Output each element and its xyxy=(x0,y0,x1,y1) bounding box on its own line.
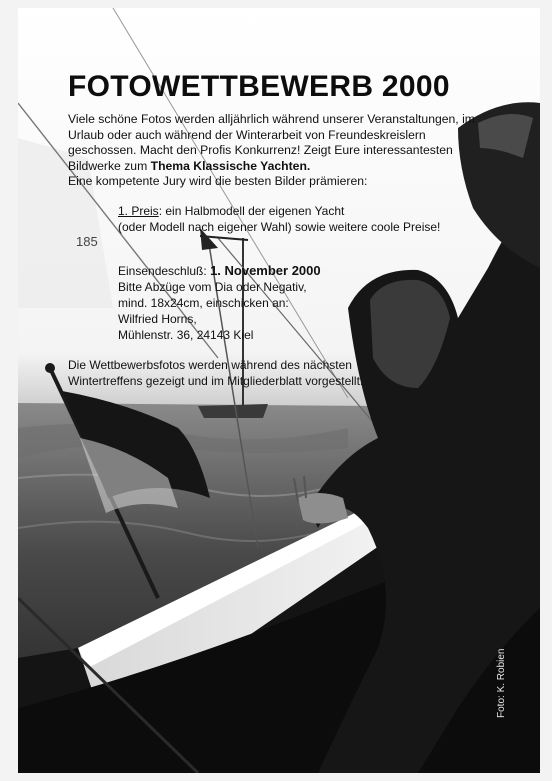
closing-note xyxy=(68,358,428,389)
prize-line: (oder Modell nach eigener Wahl) sowie weitere coole Preise! xyxy=(118,219,441,234)
prize-line xyxy=(118,204,498,220)
intro-line xyxy=(68,159,508,175)
note-line: Wintertreffens gezeigt und im Mitgliederblatt vorgestellt. xyxy=(68,373,364,388)
page-title: FOTOWETTBEWERB 2000 xyxy=(68,70,450,103)
sail-number: 185 xyxy=(76,234,98,249)
theme-text: Thema Klassische Yachten. xyxy=(150,158,311,173)
intro-line: Urlaub oder auch während der Winterarbeit von Freundeskreislern xyxy=(68,127,426,142)
photo-credit: Foto: K. Robien xyxy=(496,648,507,718)
intro-prefix: Bildwerke zum xyxy=(68,158,151,173)
intro-line: Eine kompetente Jury wird die besten Bilder prämieren: xyxy=(68,174,368,188)
prize-label: 1. Preis xyxy=(118,204,159,218)
prize-text: : ein Halbmodell der eigenen Yacht xyxy=(158,204,345,218)
deadline-label: Einsendeschluß: xyxy=(118,264,211,278)
deadline xyxy=(118,263,321,280)
intro-text xyxy=(68,112,508,190)
submission-address xyxy=(118,279,307,343)
address-line: Bitte Abzüge vom Dia oder Negativ, xyxy=(118,280,307,294)
intro-line: Viele schöne Fotos werden alljährlich während unserer Veranstaltungen, im xyxy=(68,112,475,126)
intro-line: geschossen. Macht den Profis Konkurrenz! Zeigt Eure interessantesten xyxy=(68,143,453,157)
flyer-page xyxy=(18,8,540,773)
address-line: Mühlenstr. 36, 24143 Kiel xyxy=(118,328,254,342)
prize-info xyxy=(118,204,498,235)
address-line: mind. 18x24cm, einschicken an: xyxy=(118,296,289,310)
deadline-date: 1. November 2000 xyxy=(210,263,321,278)
address-line: Wilfried Horns, xyxy=(118,312,197,326)
note-line: Die Wettbewerbsfotos werden während des nächsten xyxy=(68,358,352,372)
